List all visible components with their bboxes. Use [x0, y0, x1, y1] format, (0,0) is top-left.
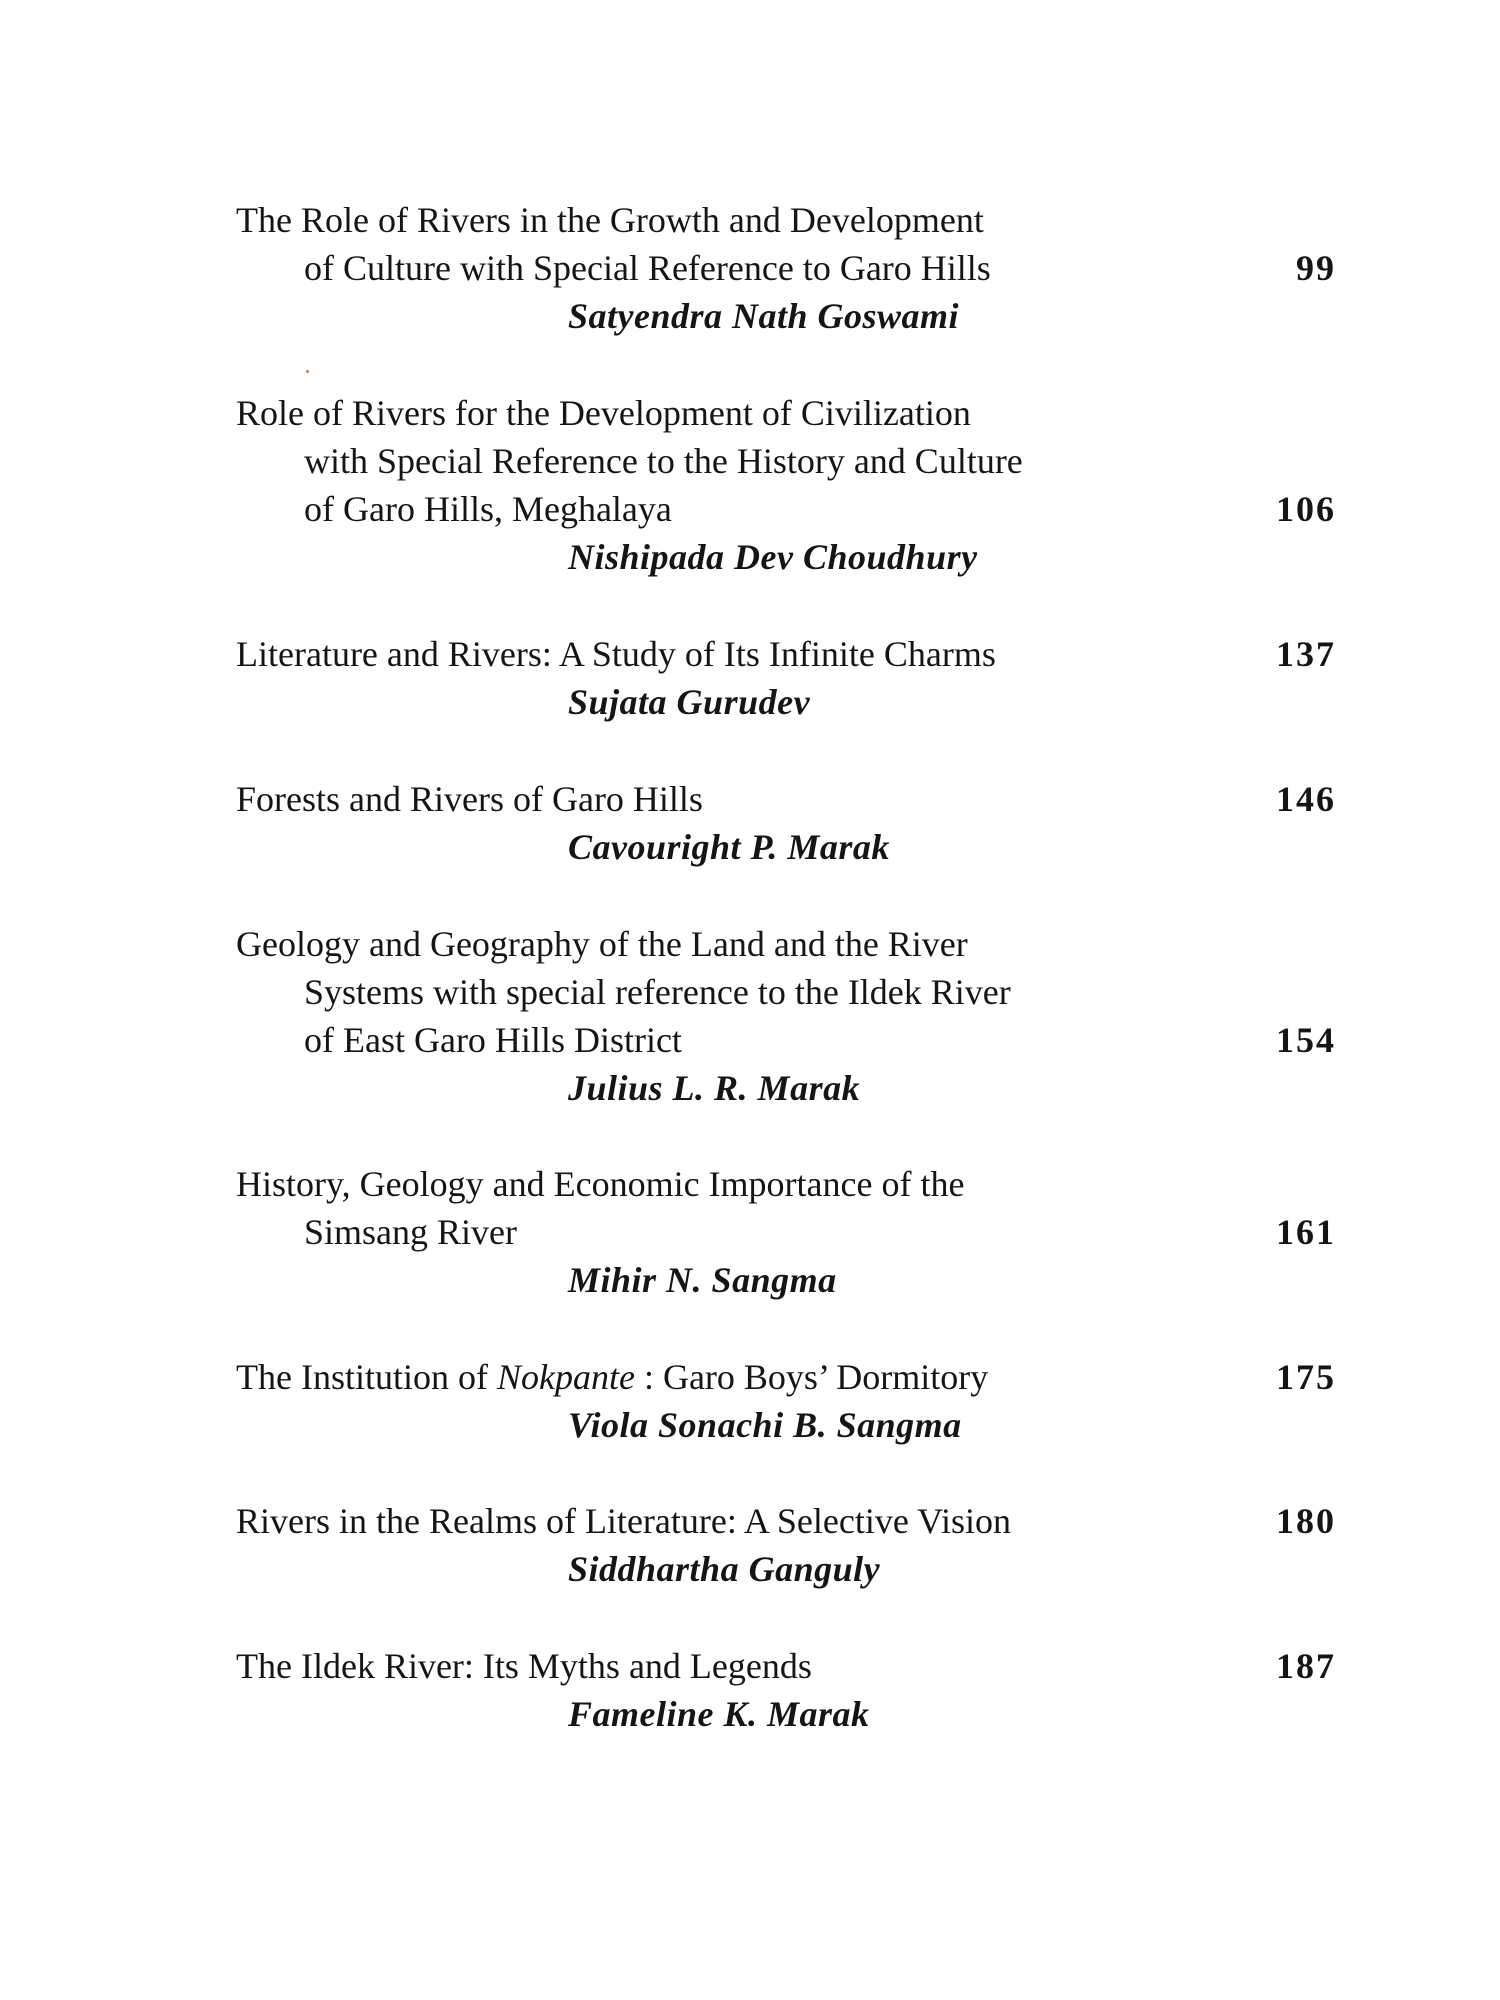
- toc-entry: [236, 196, 1336, 340]
- entry-title-line: [236, 485, 1336, 533]
- toc-entry: [236, 389, 1336, 581]
- entry-title-line: [236, 775, 1336, 823]
- page-number: 137: [1276, 634, 1336, 674]
- toc-entry: [236, 1160, 1336, 1304]
- entry-title-line: The Role of Rivers in the Growth and Development: [236, 200, 984, 240]
- entry-title-line: [236, 244, 1336, 292]
- entry-title-line: Geology and Geography of the Land and the River: [236, 924, 968, 964]
- entry-title-italic: Nokpante: [496, 1357, 635, 1397]
- page-number: 106: [1276, 489, 1336, 529]
- entry-author: Fameline K. Marak: [568, 1694, 870, 1734]
- entry-title-line: History, Geology and Economic Importance of the: [236, 1164, 965, 1204]
- entry-title-line: with Special Reference to the History and Culture: [304, 441, 1023, 481]
- toc-entry: [236, 630, 1336, 726]
- entry-title-text: Rivers in the Realms of Literature: A Selective Vision: [236, 1501, 1012, 1541]
- page-number: 99: [1296, 248, 1336, 288]
- entry-title-line: [236, 1016, 1336, 1064]
- entry-title-line: [236, 630, 1336, 678]
- entry-title-line: [236, 1642, 1336, 1690]
- page-number: 154: [1276, 1020, 1336, 1060]
- entry-title-prefix: The Institution of: [236, 1357, 497, 1397]
- toc-entry: [236, 1497, 1336, 1593]
- entry-title-line: [236, 1208, 1336, 1256]
- entry-title-line: [236, 1353, 1336, 1401]
- entry-title-text: of Garo Hills, Meghalaya: [304, 489, 672, 529]
- entry-title-line: Systems with special reference to the Ildek River: [304, 972, 1011, 1012]
- entry-author: Viola Sonachi B. Sangma: [568, 1405, 962, 1445]
- entry-title-text: Literature and Rivers: A Study of Its Infinite Charms: [236, 634, 996, 674]
- page-number: 180: [1276, 1501, 1336, 1541]
- page-number: 161: [1276, 1212, 1336, 1252]
- entry-author: Siddhartha Ganguly: [568, 1549, 881, 1589]
- toc-entry: [236, 1642, 1336, 1738]
- entry-title-line: Role of Rivers for the Development of Civilization: [236, 393, 971, 433]
- entry-title-text: of Culture with Special Reference to Garo Hills: [304, 248, 991, 288]
- entry-title-text: Forests and Rivers of Garo Hills: [236, 779, 703, 819]
- entry-title-suffix: : Garo Boys’ Dormitory: [634, 1357, 989, 1397]
- entry-author: Cavouright P. Marak: [568, 827, 890, 867]
- entry-title-line: [236, 1497, 1336, 1545]
- page-number: 146: [1276, 779, 1336, 819]
- page-number: 175: [1276, 1357, 1336, 1397]
- page-number: 187: [1276, 1646, 1336, 1686]
- entry-author: Sujata Gurudev: [568, 682, 811, 722]
- entry-author: Nishipada Dev Choudhury: [568, 537, 978, 577]
- entry-author: Mihir N. Sangma: [568, 1260, 837, 1300]
- toc-entry: [236, 920, 1336, 1112]
- entry-title-text: of East Garo Hills District: [304, 1020, 682, 1060]
- print-speck: [306, 370, 309, 373]
- toc-entry: [236, 775, 1336, 871]
- toc-entry: [236, 1353, 1336, 1449]
- entry-author: Satyendra Nath Goswami: [568, 296, 960, 336]
- entry-author: Julius L. R. Marak: [568, 1068, 861, 1108]
- entry-title-text: The Ildek River: Its Myths and Legends: [236, 1646, 812, 1686]
- entry-title-text: Simsang River: [304, 1212, 517, 1252]
